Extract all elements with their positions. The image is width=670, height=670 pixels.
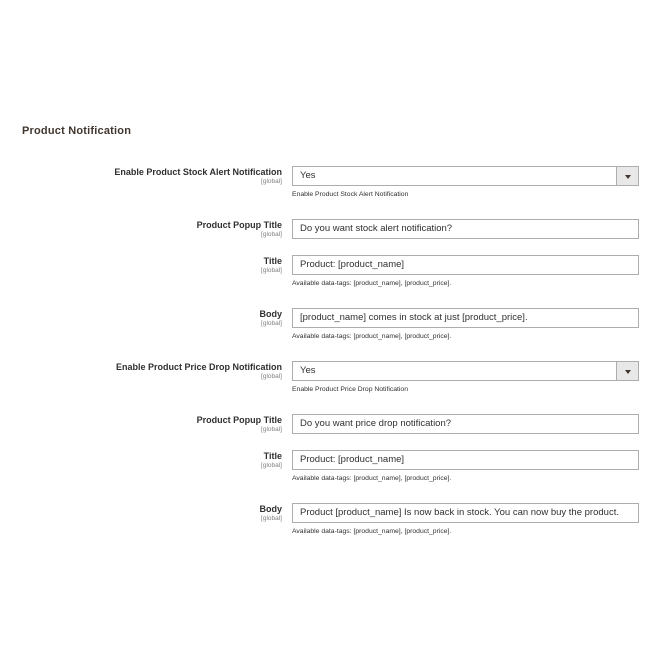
field-label: Enable Product Stock Alert Notification bbox=[114, 167, 282, 177]
scope-label: [global] bbox=[261, 462, 282, 469]
field-label: Product Popup Title bbox=[196, 415, 282, 425]
select-value: Yes bbox=[300, 365, 316, 376]
select-value: Yes bbox=[300, 170, 316, 181]
price-body-input[interactable]: Product [product_name] Is now back in stock. You can now buy the product. bbox=[292, 503, 639, 523]
scope-label: [global] bbox=[261, 426, 282, 433]
field-label: Product Popup Title bbox=[196, 220, 282, 230]
price-popup-title-input[interactable]: Do you want price drop notification? bbox=[292, 414, 639, 434]
section-title: Product Notification bbox=[22, 125, 132, 137]
scope-label: [global] bbox=[261, 515, 282, 522]
price-drop-enable-select[interactable] bbox=[292, 361, 639, 381]
field-note: Available data-tags: [product_name], [product_price]. bbox=[292, 475, 452, 482]
stock-title-input[interactable]: Product: [product_name] bbox=[292, 255, 639, 275]
field-label: Body bbox=[259, 309, 282, 319]
chevron-down-icon bbox=[625, 175, 631, 179]
field-label: Body bbox=[259, 504, 282, 514]
field-label: Title bbox=[263, 451, 282, 461]
stock-popup-title-input[interactable]: Do you want stock alert notification? bbox=[292, 219, 639, 239]
price-title-input[interactable]: Product: [product_name] bbox=[292, 450, 639, 470]
select-arrow-button[interactable] bbox=[616, 167, 638, 185]
stock-body-input[interactable]: [product_name] comes in stock at just [product_price]. bbox=[292, 308, 639, 328]
field-note: Available data-tags: [product_name], [product_price]. bbox=[292, 280, 452, 287]
scope-label: [global] bbox=[261, 231, 282, 238]
field-note: Enable Product Price Drop Notification bbox=[292, 386, 408, 393]
field-note: Enable Product Stock Alert Notification bbox=[292, 191, 409, 198]
stock-alert-enable-select[interactable] bbox=[292, 166, 639, 186]
chevron-down-icon bbox=[625, 370, 631, 374]
scope-label: [global] bbox=[261, 320, 282, 327]
field-note: Available data-tags: [product_name], [product_price]. bbox=[292, 528, 452, 535]
scope-label: [global] bbox=[261, 267, 282, 274]
field-label: Enable Product Price Drop Notification bbox=[115, 362, 282, 372]
scope-label: [global] bbox=[261, 178, 282, 185]
field-note: Available data-tags: [product_name], [product_price]. bbox=[292, 333, 452, 340]
select-arrow-button[interactable] bbox=[616, 362, 638, 380]
scope-label: [global] bbox=[261, 373, 282, 380]
field-label: Title bbox=[263, 256, 282, 266]
